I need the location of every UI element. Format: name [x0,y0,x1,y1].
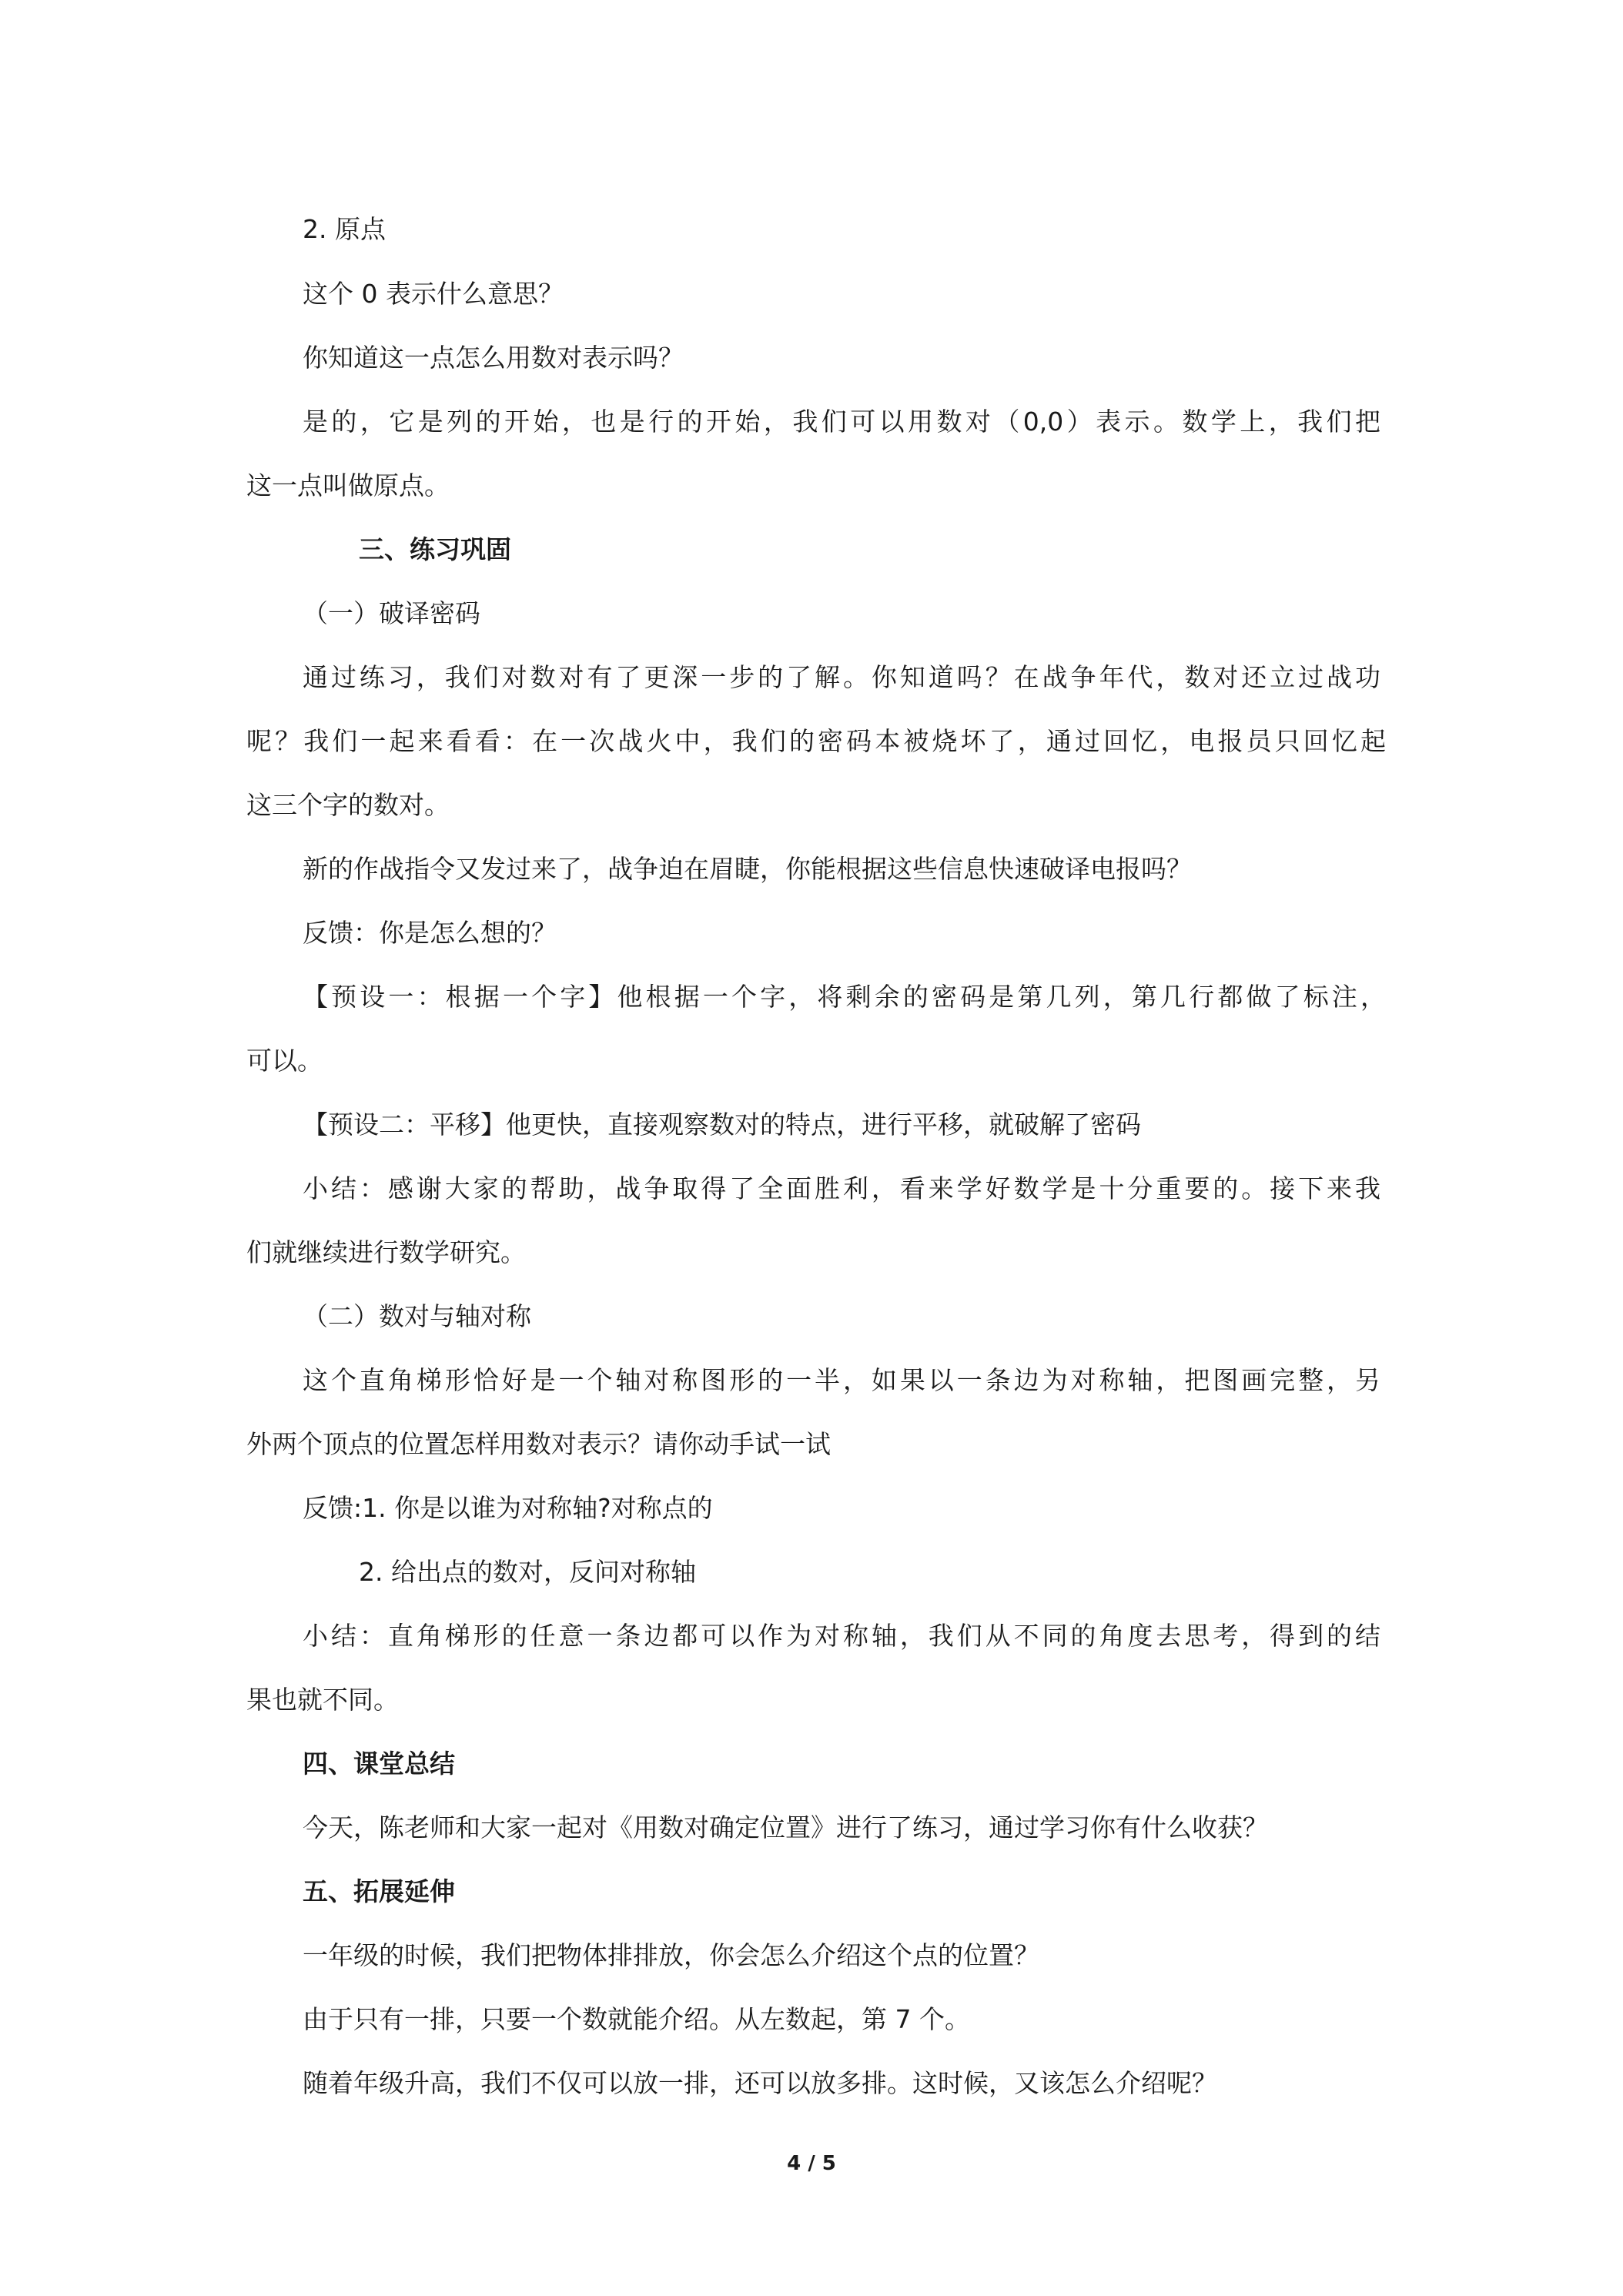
paragraph-line: 们就继续进行数学研究。 [246,1237,526,1267]
paragraph-line: 2. 给出点的数对，反问对称轴 [359,1557,696,1587]
paragraph-line: 小结：感谢大家的帮助，战争取得了全面胜利，看来学好数学是十分重要的。接下来我 [303,1173,1380,1203]
paragraph-line: 可以。 [246,1046,323,1076]
paragraph-line: 这一点叫做原点。 [246,470,450,500]
paragraph-line: 反馈：你是怎么想的？ [303,918,557,948]
section-heading-summary: 四、课堂总结 [303,1749,455,1779]
paragraph-line: 这个直角梯形恰好是一个轴对称图形的一半，如果以一条边为对称轴，把图画完整，另 [303,1365,1380,1395]
paragraph-line: 新的作战指令又发过来了，战争迫在眉睫，你能根据这些信息快速破译电报吗？ [303,854,1192,884]
subheading-origin: 2. 原点 [303,214,386,244]
paragraph-line: 通过练习，我们对数对有了更深一步的了解。你知道吗？在战争年代，数对还立过战功 [303,662,1380,692]
paragraph-line: 小结：直角梯形的任意一条边都可以作为对称轴，我们从不同的角度去思考，得到的结 [303,1621,1380,1651]
paragraph-line: 【预设二：平移】他更快，直接观察数对的特点，进行平移，就破解了密码 [303,1110,1141,1140]
paragraph-line: 今天，陈老师和大家一起对《用数对确定位置》进行了练习，通过学习你有什么收获？ [303,1812,1268,1842]
paragraph-line: 是的，它是列的开始，也是行的开始，我们可以用数对（0,0）表示。数学上，我们把 [303,407,1380,437]
paragraph-line: 随着年级升高，我们不仅可以放一排，还可以放多排。这时候，又该怎么介绍呢？ [303,2068,1217,2098]
section-heading-extension: 五、拓展延伸 [303,1876,455,1906]
paragraph-line: 反馈:1. 你是以谁为对称轴?对称点的 [303,1493,713,1523]
paragraph-line: 由于只有一排，只要一个数就能介绍。从左数起，第 7 个。 [303,2004,970,2034]
paragraph-line: 这三个字的数对。 [246,790,450,820]
paragraph-line: 你知道这一点怎么用数对表示吗？ [303,343,684,373]
subheading-decode: （一）破译密码 [303,598,480,628]
paragraph-line: 果也就不同。 [246,1685,399,1715]
subheading-symmetry: （二）数对与轴对称 [303,1301,531,1331]
paragraph-line: 外两个顶点的位置怎样用数对表示？请你动手试一试 [246,1429,831,1459]
paragraph-line: 这个 0 表示什么意思？ [303,279,564,309]
section-heading-practice: 三、练习巩固 [359,534,511,564]
paragraph-line: 呢？我们一起来看看：在一次战火中，我们的密码本被烧坏了，通过回忆，电报员只回忆起 [246,726,1386,756]
paragraph-line: 一年级的时候，我们把物体排排放，你会怎么介绍这个点的位置？ [303,1940,1039,1970]
paragraph-line: 【预设一：根据一个字】他根据一个字，将剩余的密码是第几列，第几行都做了标注， [303,982,1386,1012]
page-number: 4 / 5 [787,2152,836,2175]
